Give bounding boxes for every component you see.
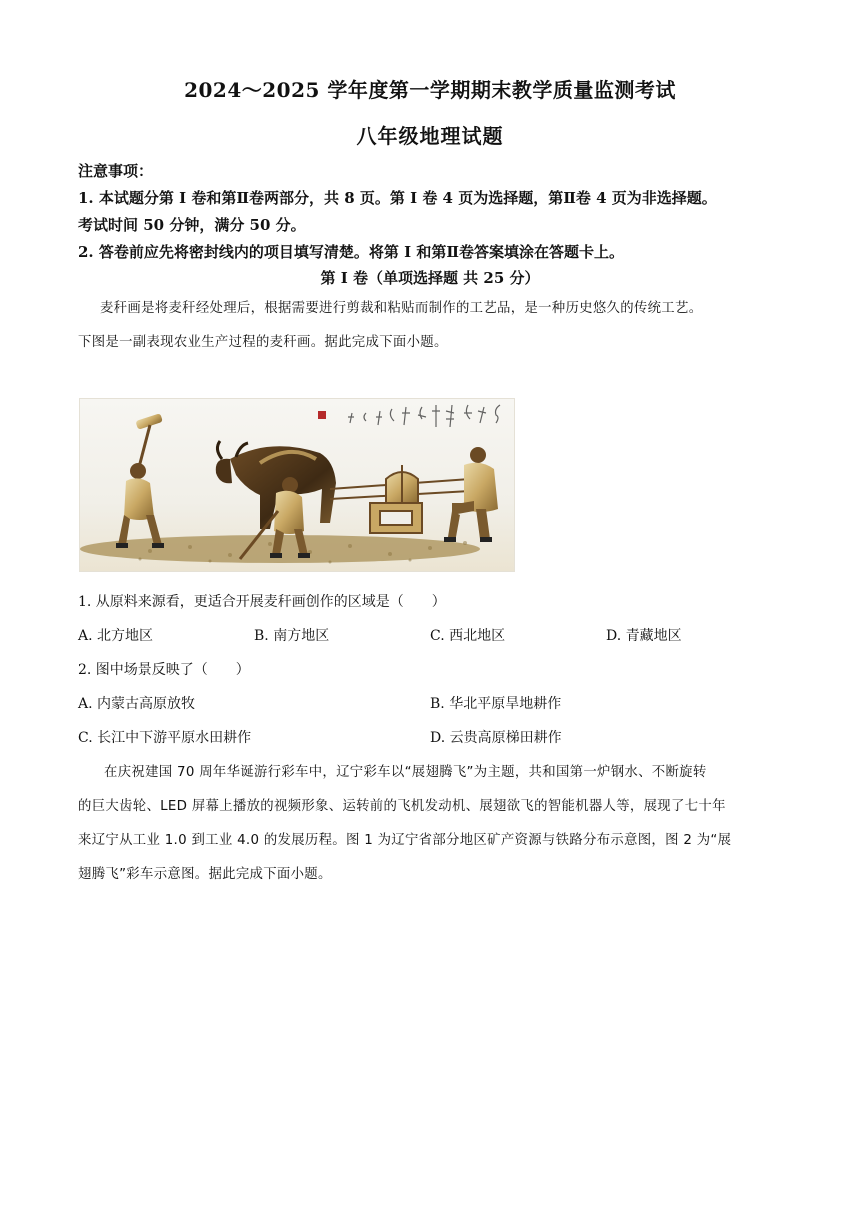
- passage-2-line-3: 来辽宁从工业 1.0 到工业 4.0 的发展历程。图 1 为辽宁省部分地区矿产资源与铁路分布示意图，图 2 为“展: [78, 833, 732, 848]
- notice-line-2: 考试时间 50 分钟，满分 50 分。: [78, 216, 306, 234]
- wheat-straw-painting: [79, 398, 515, 572]
- question-2-option-d: D. 云贵高原梯田耕作: [430, 730, 562, 746]
- notice-heading: 注意事项：: [78, 162, 154, 180]
- question-1-option-c: C. 西北地区: [430, 628, 506, 644]
- exam-title: 2024～2025 学年度第一学期期末教学质量监测考试: [184, 78, 676, 102]
- question-2-option-c: C. 长江中下游平原水田耕作: [78, 730, 252, 746]
- question-1-option-b: B. 南方地区: [254, 628, 330, 644]
- passage-2-line-1: 在庆祝建国 70 周年华诞游行彩车中，辽宁彩车以“展翅腾飞”为主题，共和国第一炉钢水、不断旋转: [104, 765, 707, 780]
- passage-1-line-2: 下图是一副表现农业生产过程的麦秆画。据此完成下面小题。: [78, 335, 448, 350]
- passage-2-line-4: 翅腾飞”彩车示意图。据此完成下面小题。: [78, 867, 332, 882]
- notice-line-1: 1. 本试题分第 I 卷和第Ⅱ卷两部分，共 8 页。第 I 卷 4 页为选择题，第Ⅱ卷 4 页为非选择题。: [78, 189, 717, 207]
- question-2-option-b: B. 华北平原旱地耕作: [430, 696, 562, 712]
- notice-line-3: 2. 答卷前应先将密封线内的项目填写清楚。将第 I 和第Ⅱ卷答案填涂在答题卡上。: [78, 243, 624, 261]
- wheat-straw-farming-painting-icon: [80, 399, 514, 571]
- question-1-stem: 1. 从原料来源看，更适合开展麦秆画创作的区域是（ ）: [78, 594, 446, 610]
- question-1-option-a: A. 北方地区: [78, 628, 154, 644]
- question-2-stem: 2. 图中场景反映了（ ）: [78, 662, 250, 678]
- section-heading: 第 I 卷（单项选择题 共 25 分）: [320, 269, 540, 287]
- passage-1-line-1: 麦秆画是将麦秆经处理后，根据需要进行剪裁和粘贴而制作的工艺品，是一种历史悠久的传统工艺。: [100, 301, 703, 316]
- question-1-option-d: D. 青藏地区: [606, 628, 682, 644]
- passage-2-line-2: 的巨大齿轮、LED 屏幕上播放的视频形象、运转前的飞机发动机、展翅欲飞的智能机器人等，展现了七十年: [78, 799, 726, 814]
- question-2-option-a: A. 内蒙古高原放牧: [78, 696, 196, 712]
- exam-subtitle: 八年级地理试题: [356, 124, 504, 148]
